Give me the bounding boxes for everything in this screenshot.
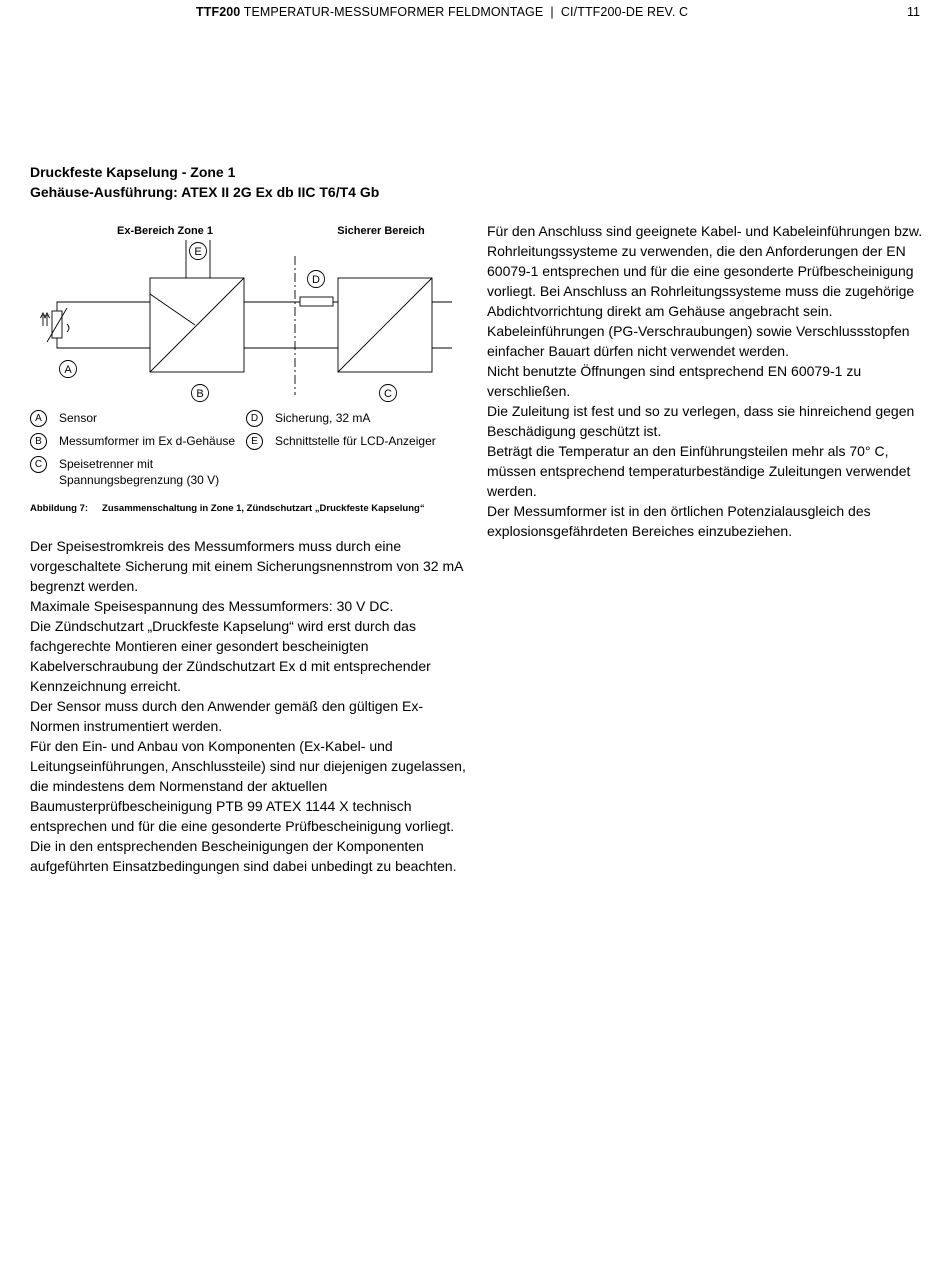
- legend-item-d: [246, 410, 370, 427]
- legend-item-b: [30, 433, 235, 450]
- left-column: [30, 536, 470, 876]
- sensor-strike: [47, 308, 67, 342]
- legend-text: [59, 456, 219, 488]
- legend-text: Schnittstelle für LCD-Anzeiger: [275, 434, 436, 448]
- legend-item-e: [246, 433, 436, 450]
- header-title: TEMPERATUR-MESSUMFORMER FELDMONTAGE | CI/TTF200-DE REV. C: [240, 5, 689, 19]
- wire-sensor-bottom: [57, 338, 150, 348]
- wiring-diagram: [30, 220, 460, 410]
- paragraph: Die Zündschutzart „Druckfeste Kapselung“ wird erst durch das fachgerechte Montieren einer gesondert bescheinigten Kabelverschraubung der Zündschutzart Ex d mit entsprechender Kennzeichnung erreicht.: [30, 618, 431, 694]
- legend-item-a: [30, 410, 97, 427]
- legend-letter: C: [30, 456, 47, 473]
- zone-right-label: Sicherer Bereich: [337, 225, 425, 237]
- caption-label: Abbildung 7:: [30, 503, 89, 514]
- legend-letter: E: [246, 433, 263, 450]
- legend-text-line-1: Speisetrenner mit: [59, 457, 154, 471]
- paragraph: Der Messumformer ist in den örtlichen Potenzialausgleich des explosionsgefährdeten Bereiches einzubeziehen.: [487, 503, 871, 539]
- zone-left-label: Ex-Bereich Zone 1: [117, 225, 213, 237]
- right-column: [487, 221, 927, 541]
- paragraph: Maximale Speisespannung des Messumformers: 30 V DC.: [30, 598, 394, 614]
- paragraph: Für den Anschluss sind geeignete Kabel- und Kabeleinführungen bzw. Rohrleitungssysteme zu verwenden, die den Anforderungen der EN 60079-1 entsprechen und für die eine gesonderte Prüfbescheinigung vorliegt. Bei Anschluss an Rohrleitungssysteme muss die zugehörige Abdichtvorrichtung direkt am Gehäuse angebracht sein.: [487, 223, 923, 319]
- paragraph: Die Zuleitung ist fest und so zu verlegen, dass sie hinreichend gegen Beschädigung geschützt ist.: [487, 403, 915, 439]
- transmitter-line: [150, 294, 195, 325]
- wire-sensor-top: [57, 302, 150, 311]
- sensor-theta: [67, 324, 69, 332]
- paragraph: Für den Ein- und Anbau von Komponenten (Ex-Kabel- und Leitungseinführungen, Anschlussteile) sind nur diejenigen zugelassen, die mindestens dem Normenstand der aktuellen Baumusterprüfbescheinigung PTB 99 ATEX 1144 X technisch entsprechen und für die eine gesonderte Prüfbescheinigung vorliegt. Die in den entsprechenden Bescheinigungen der Komponenten aufgeführten Einsatzbedingungen sind dabei unbedingt zu beachten.: [30, 738, 466, 874]
- section-heading: [30, 162, 379, 202]
- page-number: 11: [907, 5, 920, 19]
- heading-line-1: Druckfeste Kapselung - Zone 1: [30, 164, 236, 180]
- fuse: [300, 297, 333, 306]
- paragraph: Nicht benutzte Öffnungen sind entsprechend EN 60079-1 zu verschließen.: [487, 363, 862, 399]
- marker-c: C: [384, 388, 392, 400]
- legend-text: Sensor: [59, 411, 98, 425]
- header-product: TTF200: [196, 5, 241, 19]
- marker-a: A: [64, 364, 72, 376]
- paragraph: Der Sensor muss durch den Anwender gemäß den gültigen Ex-Normen instrumentiert werden.: [30, 698, 423, 734]
- isolator-diagonal: [338, 278, 432, 372]
- paragraph: Kabeleinführungen (PG-Verschraubungen) sowie Verschlussstopfen einfacher Bauart dürfen nicht verwendet werden.: [487, 323, 910, 359]
- marker-b: B: [196, 388, 204, 400]
- heading-line-2: Gehäuse-Ausführung: ATEX II 2G Ex db IIC T6/T4 Gb: [30, 184, 380, 200]
- paragraph: Der Speisestromkreis des Messumformers muss durch eine vorgeschaltete Sicherung mit einem Sicherungsnennstrom von 32 mA begrenzt werden.: [30, 538, 463, 594]
- legend-text: Sicherung, 32 mA: [275, 411, 371, 425]
- page-header: [196, 5, 688, 19]
- figure-caption: [30, 503, 425, 514]
- legend-letter: A: [30, 410, 47, 427]
- legend-letter: B: [30, 433, 47, 450]
- legend-item-c: [30, 456, 219, 488]
- paragraph: Beträgt die Temperatur an den Einführungsteilen mehr als 70° C, müssen entsprechend temperaturbeständige Zuleitungen verwendet werden.: [487, 443, 911, 499]
- transmitter-diagonal: [150, 278, 244, 372]
- caption-text: Zusammenschaltung in Zone 1, Zündschutzart „Druckfeste Kapselung“: [102, 503, 425, 514]
- legend-text: Messumformer im Ex d-Gehäuse: [59, 434, 236, 448]
- marker-e: E: [194, 246, 202, 258]
- legend-text-line-2: Spannungsbegrenzung (30 V): [59, 473, 220, 487]
- legend-letter: D: [246, 410, 263, 427]
- marker-d: D: [312, 274, 320, 286]
